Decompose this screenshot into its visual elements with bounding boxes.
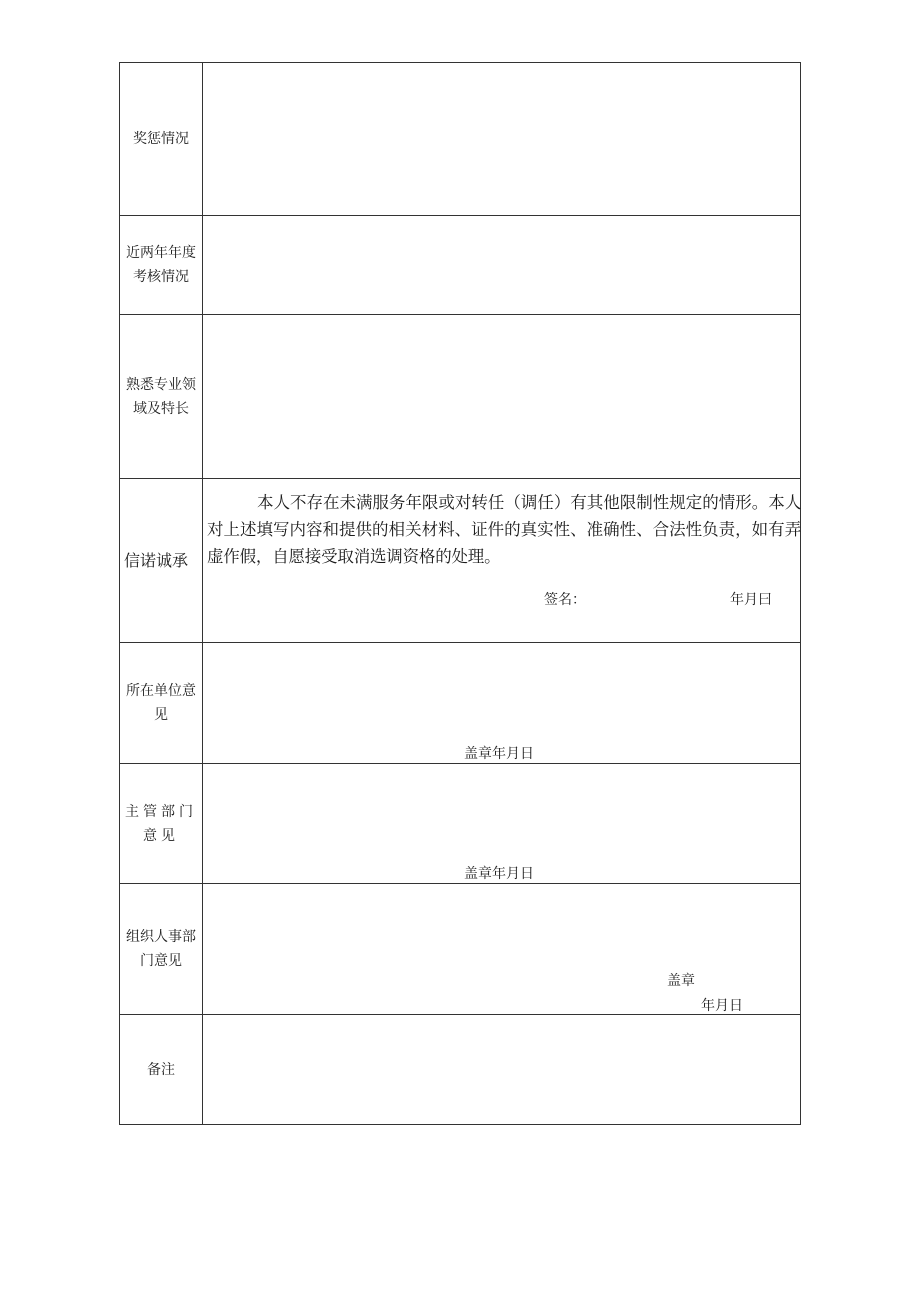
- assessment-label-cell: [120, 216, 203, 314]
- dept-opinion-field[interactable]: [203, 764, 800, 883]
- assessment-field[interactable]: [203, 216, 800, 314]
- pledge-label-cell: [120, 479, 203, 642]
- expertise-field[interactable]: [203, 315, 800, 478]
- pledge-date-label: 年月曰: [730, 592, 772, 608]
- unit-opinion-field[interactable]: [203, 643, 800, 763]
- dept-opinion-label-cell: [120, 764, 203, 883]
- remarks-label: 备注: [147, 1061, 175, 1078]
- hr-opinion-label: 组织人事部门意见: [126, 929, 196, 969]
- pledge-content: [203, 479, 800, 642]
- unit-opinion-row: [120, 643, 800, 764]
- pledge-row: [120, 479, 800, 643]
- hr-opinion-label-cell: [120, 884, 203, 1014]
- dept-opinion-row: [120, 764, 800, 884]
- unit-stamp-date: 盖章年月日: [464, 746, 534, 762]
- dept-opinion-label: 主管部门意见: [125, 803, 197, 844]
- rewards-row: [120, 63, 800, 216]
- expertise-row: [120, 315, 800, 479]
- hr-stamp: 盖章: [667, 973, 695, 989]
- dept-stamp-date: 盖章年月日: [464, 866, 534, 882]
- rewards-field[interactable]: [203, 63, 800, 215]
- expertise-label-cell: [120, 315, 203, 478]
- unit-opinion-label: 所在单位意见: [126, 683, 196, 723]
- assessment-row: [120, 216, 800, 315]
- assessment-label: 近两年年度考核情况: [126, 245, 196, 285]
- signature-label: 签名：: [544, 592, 586, 608]
- rewards-label-cell: [120, 63, 203, 215]
- application-form-table: [119, 62, 801, 1125]
- rewards-label: 奖惩情况: [133, 131, 189, 147]
- hr-opinion-row: [120, 884, 800, 1015]
- unit-opinion-label-cell: [120, 643, 203, 763]
- expertise-label: 熟悉专业领域及特长: [126, 376, 196, 417]
- remarks-label-cell: [120, 1015, 203, 1124]
- pledge-label: 信诺诚承: [124, 550, 189, 570]
- hr-opinion-field[interactable]: [203, 884, 800, 1014]
- hr-date: 年月日: [701, 998, 743, 1014]
- pledge-text: 本人不存在未满服务年限或对转任（调任）有其他限制性规定的情形。本人对上述填写内容和提供的相关材料、证件的真实性、准确性、合法性负责，如有弄虚作假，自愿接受取消选调资格的处理。: [207, 493, 801, 566]
- remarks-row: [120, 1015, 800, 1124]
- remarks-field[interactable]: [203, 1015, 800, 1124]
